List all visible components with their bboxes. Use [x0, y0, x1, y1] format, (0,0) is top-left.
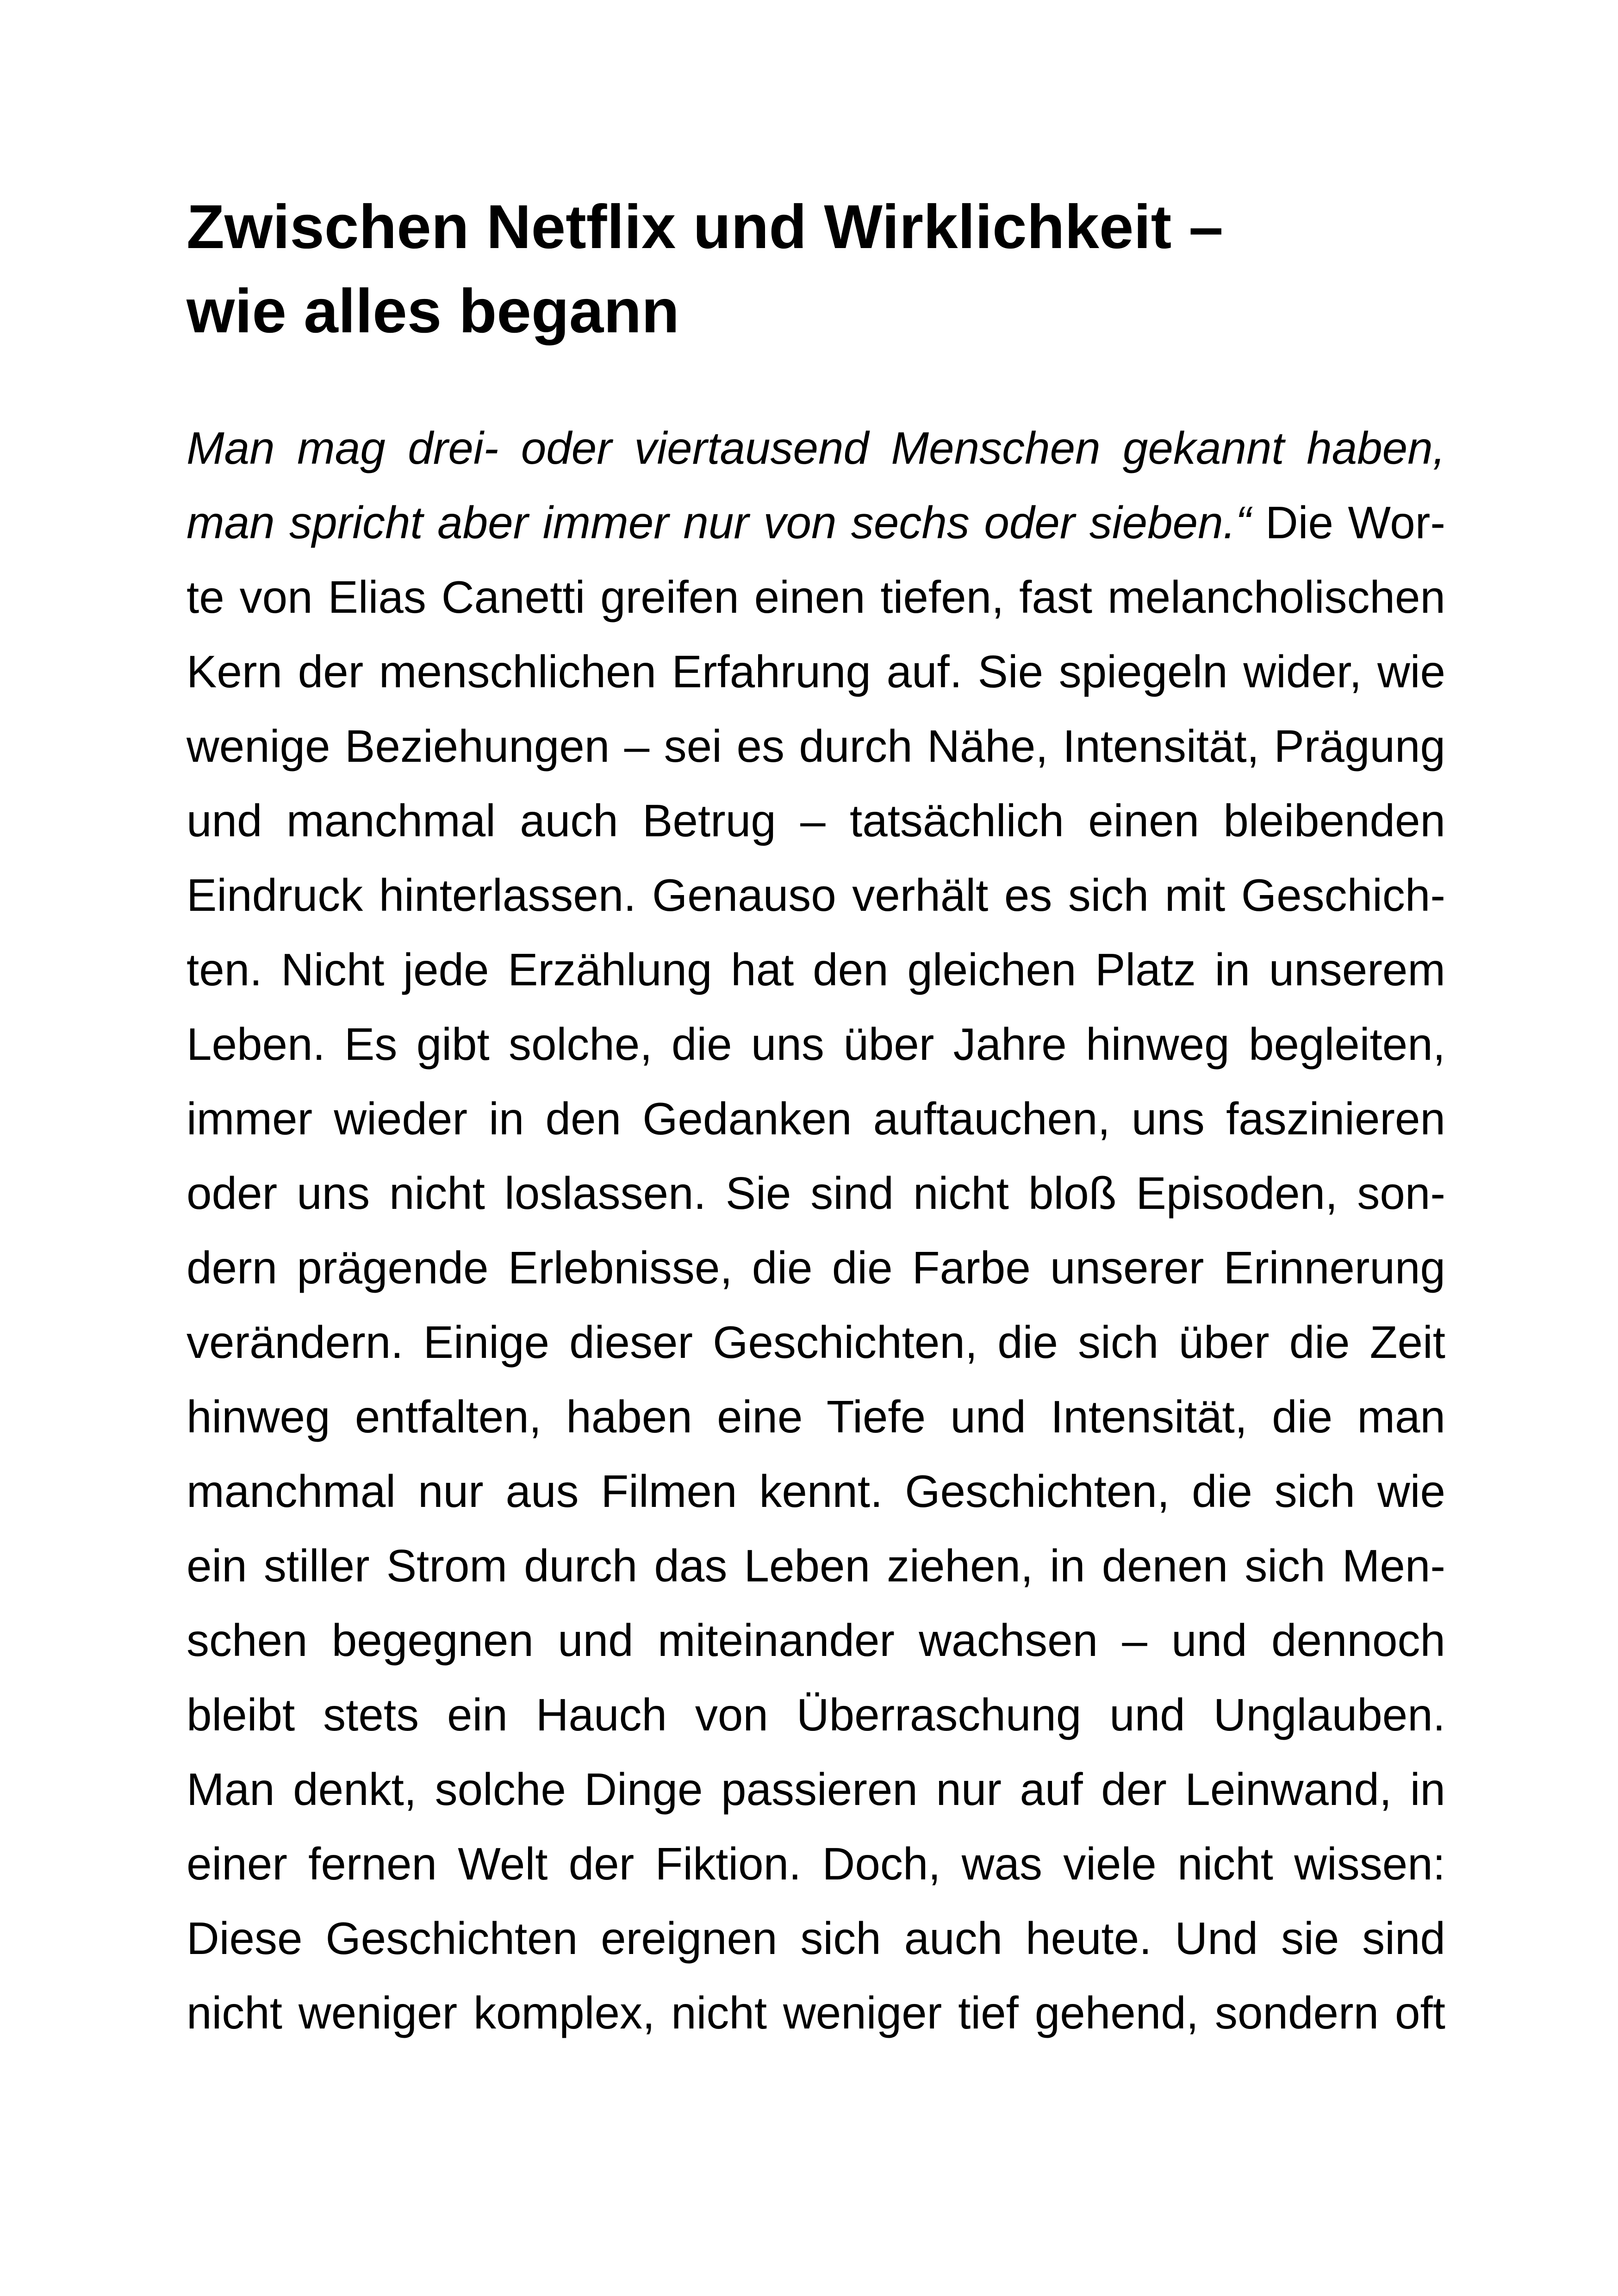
body-line: [187, 1156, 1445, 1231]
body-line: [187, 709, 1445, 784]
body-line: [187, 1231, 1445, 1305]
paragraph-text: te von Elias Canetti greifen einen tiefen, fast melancholischen: [187, 572, 1445, 622]
body-line: [187, 1678, 1445, 1752]
paragraph-text: hinweg entfalten, haben eine Tiefe und Intensität, die man: [187, 1391, 1445, 1442]
body-line: [187, 1305, 1445, 1380]
paragraph-text: ten. Nicht jede Erzählung hat den gleichen Platz in unserem: [187, 944, 1445, 995]
paragraph-text: Leben. Es gibt solche, die uns über Jahre hinweg begleiten,: [187, 1019, 1445, 1070]
body-line: [187, 1454, 1445, 1529]
paragraph-text: nicht weniger komplex, nicht weniger tief gehend, sondern oft: [187, 1987, 1445, 2038]
paragraph-text: einer fernen Welt der Fiktion. Doch, was viele nicht wissen:: [187, 1838, 1445, 1889]
paragraph-text: ein stiller Strom durch das Leben ziehen, in denen sich Men-: [187, 1540, 1445, 1591]
paragraph-text: Man denkt, solche Dinge passieren nur auf der Leinwand, in: [187, 1764, 1445, 1815]
paragraph-text: bleibt stets ein Hauch von Überraschung und Unglauben.: [187, 1689, 1445, 1740]
body-line: [187, 1082, 1445, 1156]
paragraph-text: dern prägende Erlebnisse, die die Farbe unserer Erinnerung: [187, 1242, 1445, 1293]
quote-text: man spricht aber immer nur von sechs oder sieben.“: [187, 497, 1251, 548]
paragraph-text: und manchmal auch Betrug – tatsächlich einen bleibenden: [187, 795, 1445, 846]
paragraph-text: immer wieder in den Gedanken auftauchen, uns faszinieren: [187, 1093, 1445, 1144]
body-line: [187, 784, 1445, 858]
body-line: [187, 1827, 1445, 1901]
body-line: [187, 1752, 1445, 1827]
body-line: [187, 1007, 1445, 1082]
chapter-title-line: wie alles begann: [187, 277, 679, 346]
quote-text: Man mag drei- oder viertausend Menschen gekannt haben,: [187, 423, 1445, 473]
paragraph-text: verändern. Einige dieser Geschichten, die sich über die Zeit: [187, 1317, 1445, 1368]
body-line: [187, 485, 1445, 560]
paragraph-text: oder uns nicht loslassen. Sie sind nicht bloß Episoden, son-: [187, 1168, 1445, 1219]
body-line: [187, 411, 1445, 485]
body-text: [187, 411, 1445, 2050]
body-line: [187, 933, 1445, 1007]
body-line: [187, 635, 1445, 709]
body-line: [187, 1380, 1445, 1454]
body-line: [187, 560, 1445, 635]
chapter-title-line: Zwischen Netflix und Wirklichkeit –: [187, 193, 1224, 261]
paragraph-text: schen begegnen und miteinander wachsen – und dennoch: [187, 1615, 1445, 1666]
paragraph-text: Die Wor-: [1251, 497, 1445, 548]
body-line: [187, 1976, 1445, 2050]
paragraph-text: manchmal nur aus Filmen kennt. Geschichten, die sich wie: [187, 1466, 1445, 1517]
chapter-title: [187, 185, 1482, 354]
paragraph-text: Eindruck hinterlassen. Genauso verhält es sich mit Geschich-: [187, 870, 1445, 921]
body-line: [187, 1529, 1445, 1603]
paragraph-text: Kern der menschlichen Erfahrung auf. Sie spiegeln wider, wie: [187, 646, 1445, 697]
body-line: [187, 1603, 1445, 1678]
body-line: [187, 1901, 1445, 1976]
body-line: [187, 858, 1445, 933]
paragraph-text: wenige Beziehungen – sei es durch Nähe, Intensität, Prägung: [187, 721, 1445, 772]
paragraph-text: Diese Geschichten ereignen sich auch heute. Und sie sind: [187, 1913, 1445, 1964]
